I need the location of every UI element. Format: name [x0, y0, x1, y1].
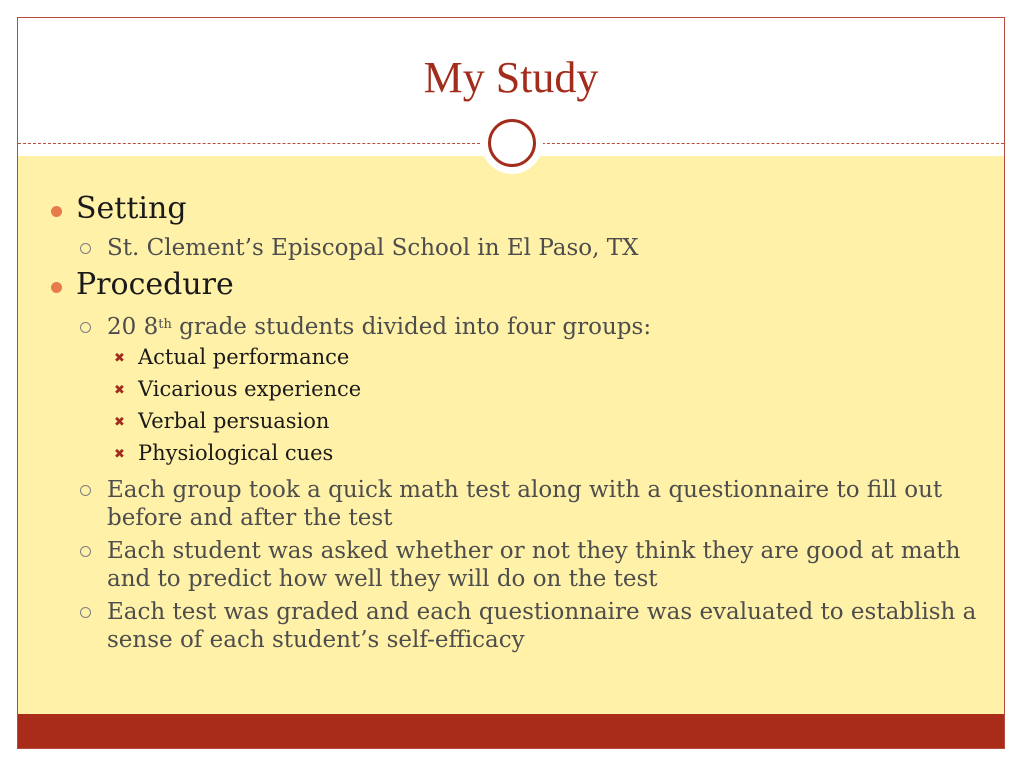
- star-bullet-icon: ✖: [114, 447, 125, 462]
- slide: [17, 17, 1005, 749]
- bullet-setting: [76, 191, 187, 226]
- groups-line-sup: th: [158, 317, 172, 332]
- group-item: [114, 377, 362, 401]
- group-item-label: Actual performance: [138, 345, 350, 369]
- sub-bullet-detail: [107, 537, 977, 593]
- slide-title: My Study: [423, 53, 599, 102]
- ring-bullet-icon: [80, 607, 91, 618]
- bullet-setting-label: Setting: [76, 191, 187, 226]
- sub-bullet-detail: [107, 598, 977, 654]
- bullet-procedure: [76, 267, 234, 302]
- sub-bullet-detail: [107, 476, 977, 532]
- sub-bullet-school-text: St. Clement’s Episcopal School in El Paso, TX: [107, 235, 639, 261]
- ring-bullet-icon: [80, 243, 91, 254]
- star-bullet-icon: ✖: [114, 351, 125, 366]
- sub-bullet-groups: [107, 313, 977, 341]
- star-bullet-icon: ✖: [114, 383, 125, 398]
- group-item: [114, 441, 334, 465]
- groups-line-prefix: 20 8: [107, 314, 159, 340]
- ring-bullet-icon: [80, 546, 91, 557]
- content-area: [18, 156, 1004, 716]
- groups-line-suffix: grade students divided into four groups:: [171, 314, 652, 340]
- sub-bullet-detail-text: Each group took a quick math test along with a questionnaire to fill out before and after the test: [107, 477, 943, 531]
- sub-bullet-school: [107, 234, 977, 262]
- star-bullet-icon: ✖: [114, 415, 125, 430]
- ring-bullet-icon: [80, 485, 91, 496]
- group-item-label: Physiological cues: [138, 441, 334, 465]
- group-item: [114, 345, 350, 369]
- group-item: [114, 409, 330, 433]
- title-ornament-circle-icon: [488, 119, 536, 167]
- group-item-label: Verbal persuasion: [138, 409, 330, 433]
- bullet-dot-icon: [51, 206, 62, 217]
- ring-bullet-icon: [80, 322, 91, 333]
- bullet-dot-icon: [51, 282, 62, 293]
- sub-bullet-detail-text: Each student was asked whether or not they think they are good at math and to predict how well they will do on the test: [107, 538, 961, 592]
- footer-bar: [18, 714, 1004, 748]
- group-item-label: Vicarious experience: [138, 377, 362, 401]
- bullet-procedure-label: Procedure: [76, 267, 234, 302]
- sub-bullet-detail-text: Each test was graded and each questionnaire was evaluated to establish a sense of each student’s self-efficacy: [107, 599, 977, 653]
